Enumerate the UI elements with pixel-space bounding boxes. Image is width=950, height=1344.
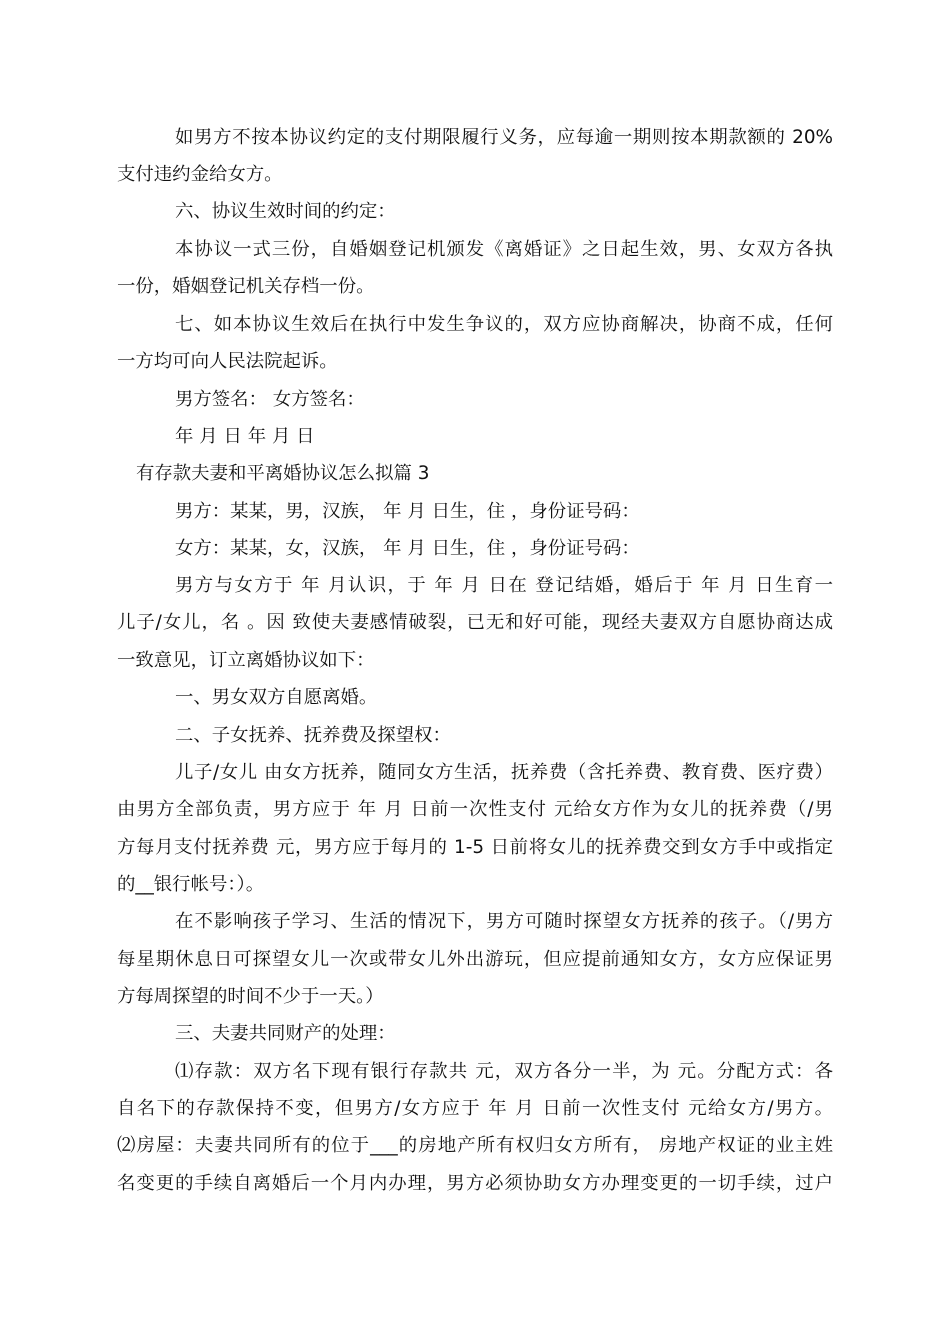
text-line: 七、如本协议生效后在执行中发生争议的，双方应协商解决，协商不成，任何	[175, 314, 833, 335]
text-line: 方每周探望的时间不少于一天。）	[117, 986, 384, 1007]
text-line: 方每月支付抚养费 元，男方应于每月的 1-5 日前将女儿的抚养费交到女方手中或指定	[117, 837, 833, 858]
text-line: 支付违约金给女方。	[117, 164, 283, 185]
text-line: 本协议一式三份，自婚姻登记机颁发《离婚证》之日起生效，男、女双方各执	[175, 239, 833, 260]
text-line: 儿子/女儿，名 。因 致使夫妻感情破裂，已无和好可能，现经夫妻双方自愿协商达成	[117, 612, 833, 633]
text-line: 男方：某某，男，汉族， 年 月 日生，住 ，身份证号码：	[175, 501, 640, 522]
text-line: 由男方全部负责，男方应于 年 月 日前一次性支付 元给女方作为女儿的抚养费（/男	[117, 799, 833, 820]
text-line: ⑵房屋：夫妻共同所有的位于___的房地产所有权归女方所有， 房地产权证的业主姓	[117, 1135, 833, 1156]
text-line: 自名下的存款保持不变，但男方/女方应于 年 月 日前一次性支付 元给女方/男方。	[117, 1098, 833, 1119]
document-title: 有存款夫妻和平离婚协议怎么拟篇 3	[136, 463, 430, 484]
text-line: ⑴存款：双方名下现有银行存款共 元，双方各分一半，为 元。分配方式：各	[175, 1061, 833, 1082]
signature-line: 男方签名： 女方签名：	[175, 389, 365, 410]
text-line: 一份，婚姻登记机关存档一份。	[117, 276, 375, 297]
section-heading: 二、子女抚养、抚养费及探望权：	[175, 725, 451, 746]
section-heading: 六、协议生效时间的约定：	[175, 201, 396, 222]
text-line: 女方：某某，女，汉族， 年 月 日生，住 ，身份证号码：	[175, 538, 640, 559]
text-line: 一方均可向人民法院起诉。	[117, 351, 338, 372]
text-line: 在不影响孩子学习、生活的情况下，男方可随时探望女方抚养的孩子。（/男方	[175, 911, 833, 932]
text-line: 的__银行帐号：）。	[117, 874, 265, 895]
text-line: 名变更的手续自离婚后一个月内办理，男方必须协助女方办理变更的一切手续，过户	[117, 1173, 833, 1194]
section-heading: 一、男女双方自愿离婚。	[175, 687, 378, 708]
text-line: 每星期休息日可探望女儿一次或带女儿外出游玩，但应提前通知女方，女方应保证男	[117, 949, 833, 970]
section-heading: 三、夫妻共同财产的处理：	[175, 1023, 396, 1044]
text-line: 男方与女方于 年 月认识，于 年 月 日在 登记结婚，婚后于 年 月 日生育一	[175, 575, 833, 596]
date-line: 年 月 日 年 月 日	[175, 426, 315, 447]
text-line: 一致意见，订立离婚协议如下：	[117, 650, 375, 671]
text-line: 儿子/女儿 由女方抚养，随同女方生活，抚养费（含托养费、教育费、医疗费）	[175, 762, 833, 783]
text-line: 如男方不按本协议约定的支付期限履行义务，应每逾一期则按本期款额的 20%	[175, 127, 833, 148]
